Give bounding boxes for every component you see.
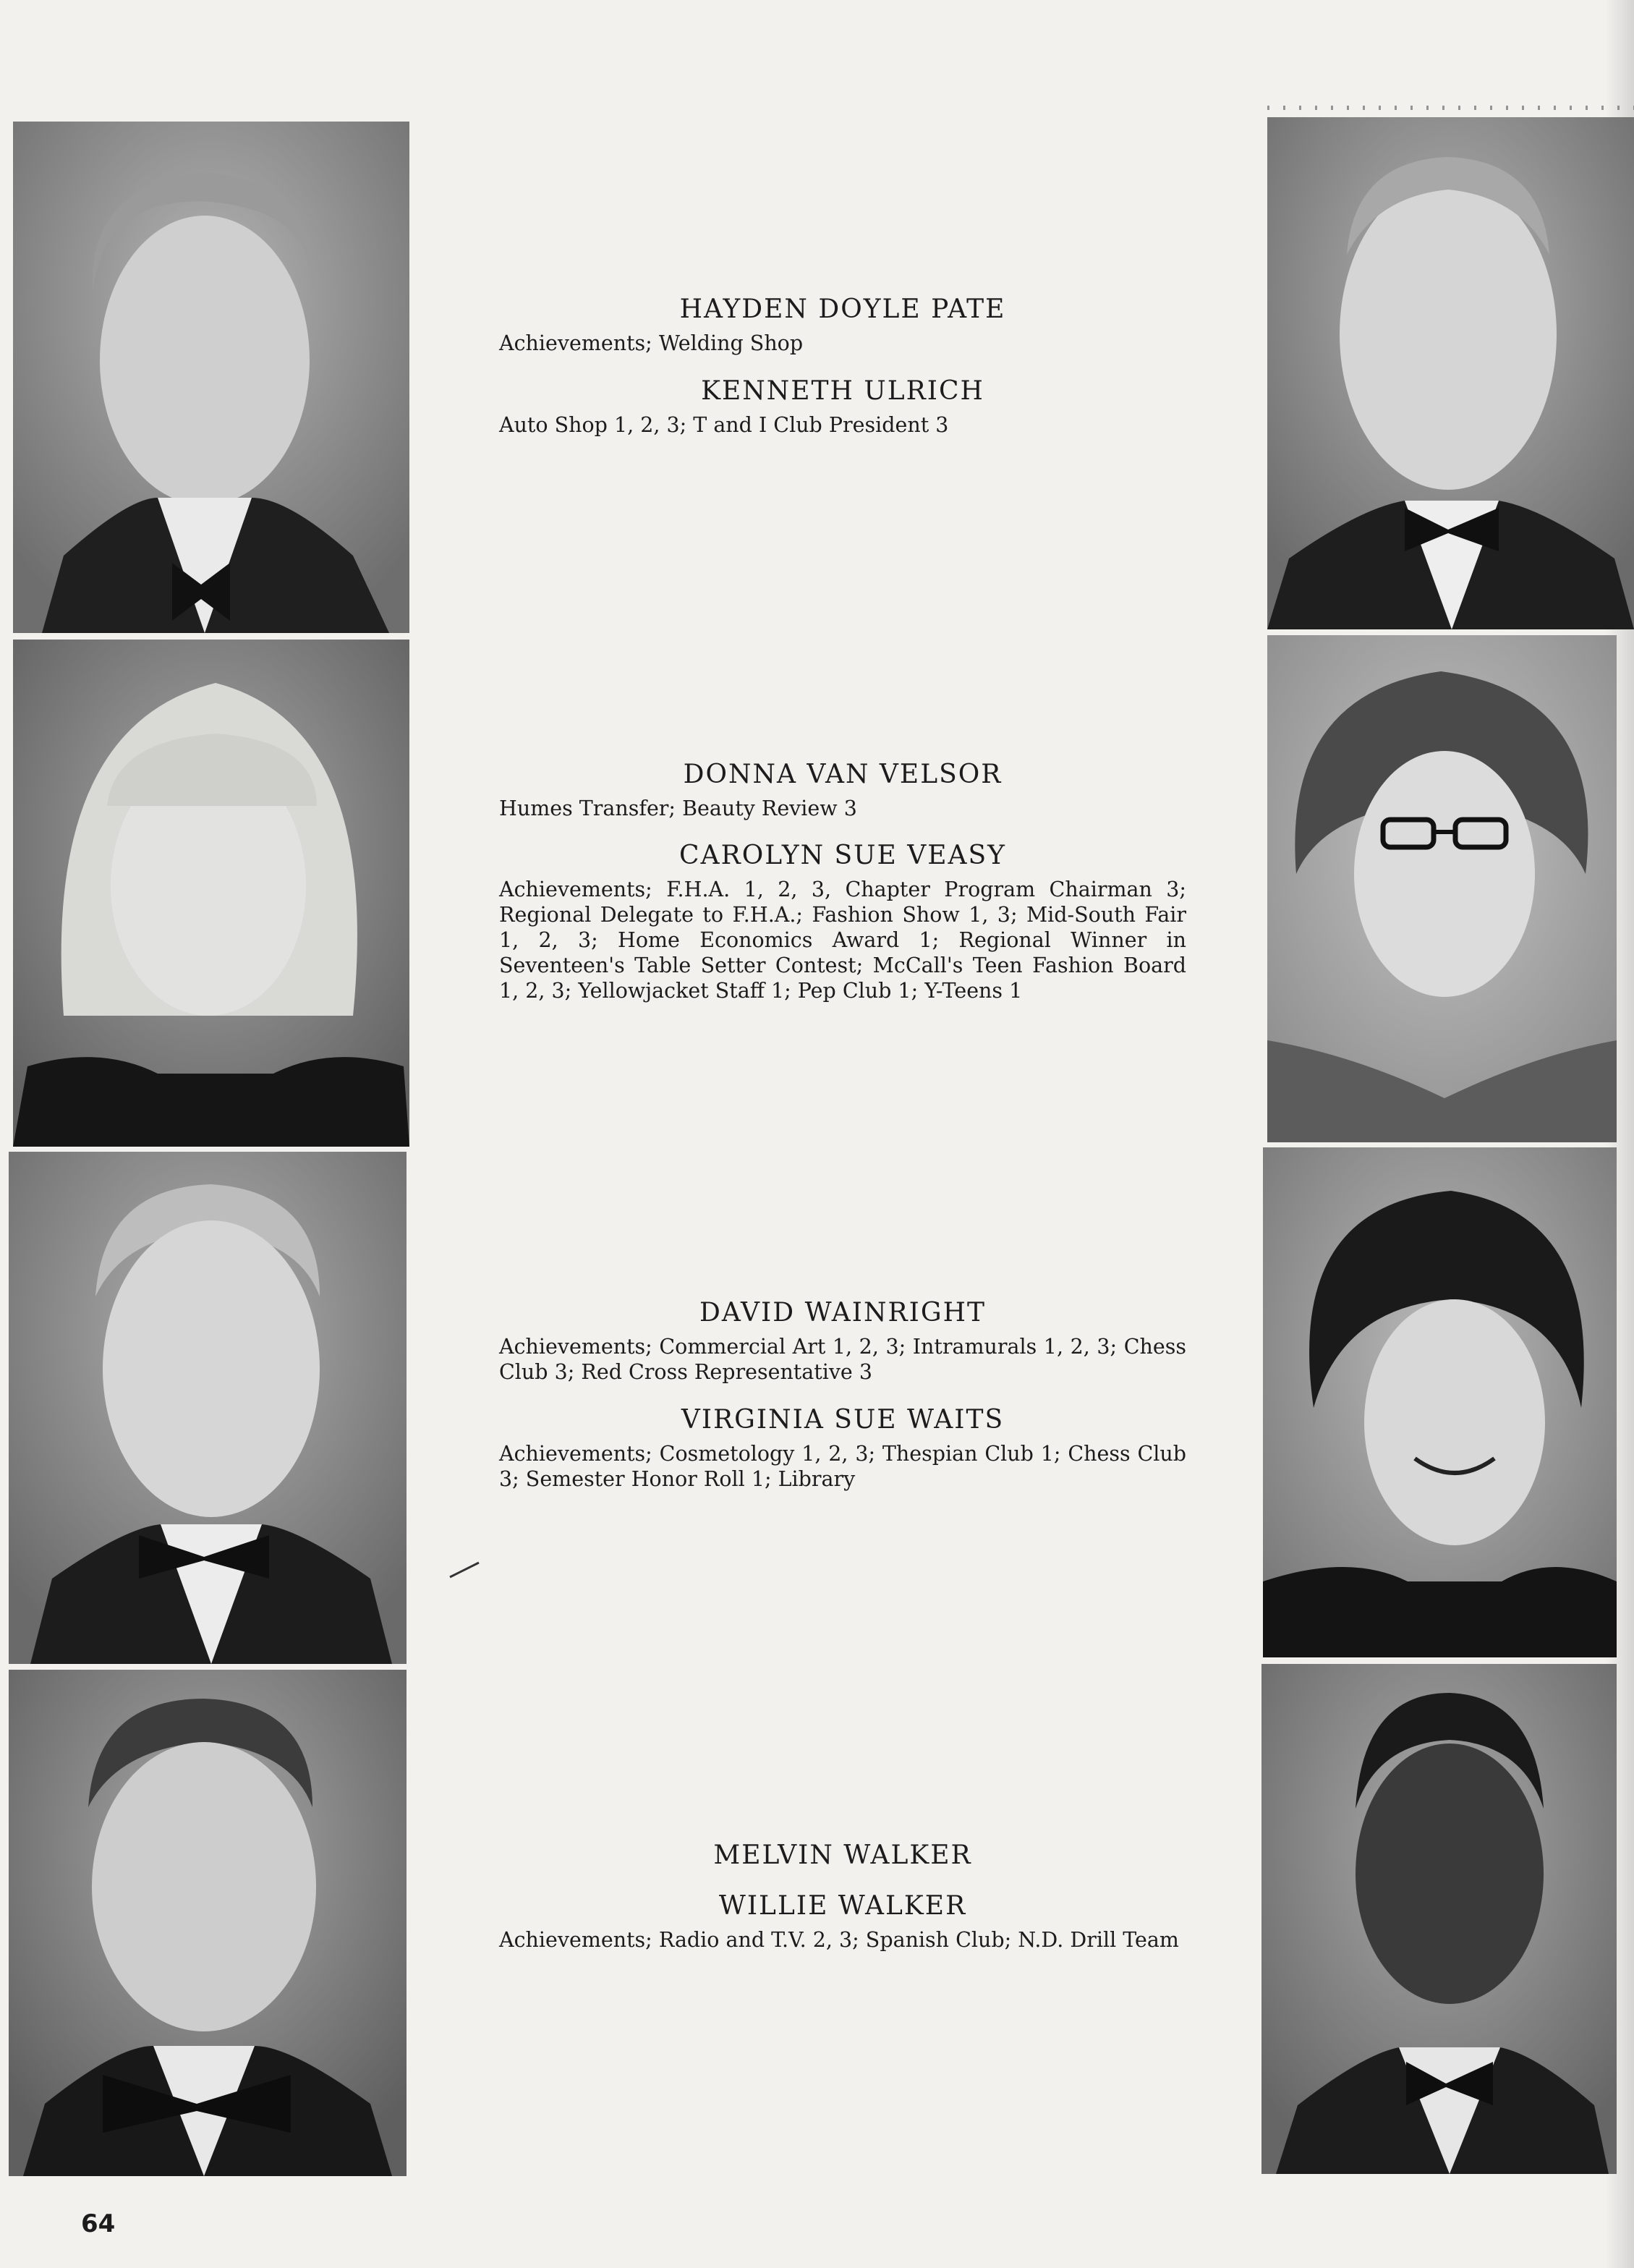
portrait-carolyn-sue-veasy xyxy=(1267,635,1617,1142)
student-details: Achievements; F.H.A. 1, 2, 3, Chapter Program Chairman 3; Regional Delegate to F.H.A.; Fashion Show 1, 3; Mid-South Fair 1, 2, 3; Home Economics Award 1; Regional Winner in Seventeen's Table Setter Contest; McCall's Teen Fashion Board 1, 2, 3; Yellowjacket Staff 1; Pep Club 1; Y-Teens 1 xyxy=(499,878,1186,1003)
student-name: VIRGINIA SUE WAITS xyxy=(681,1405,1005,1435)
top-rule xyxy=(1267,106,1634,110)
entry-melvin-walker xyxy=(499,1839,1186,1872)
portrait-hayden-doyle-pate xyxy=(13,122,409,633)
student-name: WILLIE WALKER xyxy=(718,1891,967,1921)
entry-carolyn-sue-veasy xyxy=(499,839,1186,1003)
student-name: DAVID WAINRIGHT xyxy=(699,1298,986,1328)
portrait-willie-walker xyxy=(1261,1664,1617,2174)
entry-kenneth-ulrich xyxy=(499,375,1186,438)
student-name: DONNA VAN VELSOR xyxy=(683,760,1003,789)
pen-mark xyxy=(448,1561,480,1579)
student-details: Auto Shop 1, 2, 3; T and I Club President 3 xyxy=(499,413,949,437)
entry-david-wainright xyxy=(499,1296,1186,1385)
portrait-virginia-sue-waits xyxy=(1263,1147,1617,1657)
student-details: Achievements; Welding Shop xyxy=(499,331,804,355)
student-details: Achievements; Cosmetology 1, 2, 3; Thespian Club 1; Chess Club 3; Semester Honor Roll 1; Library xyxy=(499,1442,1186,1491)
student-name: MELVIN WALKER xyxy=(713,1840,972,1870)
page-number: 64 xyxy=(81,2209,116,2238)
student-name: HAYDEN DOYLE PATE xyxy=(679,294,1006,324)
student-details: Achievements; Commercial Art 1, 2, 3; Intramurals 1, 2, 3; Chess Club 3; Red Cross Representative 3 xyxy=(499,1335,1186,1384)
entry-virginia-sue-waits xyxy=(499,1403,1186,1492)
entry-willie-walker xyxy=(499,1890,1186,1953)
student-details: Achievements; Radio and T.V. 2, 3; Spanish Club; N.D. Drill Team xyxy=(499,1928,1179,1952)
student-name: KENNETH ULRICH xyxy=(701,376,984,406)
portrait-melvin-walker xyxy=(9,1670,407,2176)
portrait-david-wainright xyxy=(9,1152,407,1664)
entry-donna-van-velsor xyxy=(499,758,1186,821)
entry-hayden-doyle-pate xyxy=(499,293,1186,356)
student-details: Humes Transfer; Beauty Review 3 xyxy=(499,797,857,820)
portrait-donna-van-velsor xyxy=(13,640,409,1147)
portrait-kenneth-ulrich xyxy=(1267,117,1634,629)
student-name: CAROLYN SUE VEASY xyxy=(679,841,1006,870)
